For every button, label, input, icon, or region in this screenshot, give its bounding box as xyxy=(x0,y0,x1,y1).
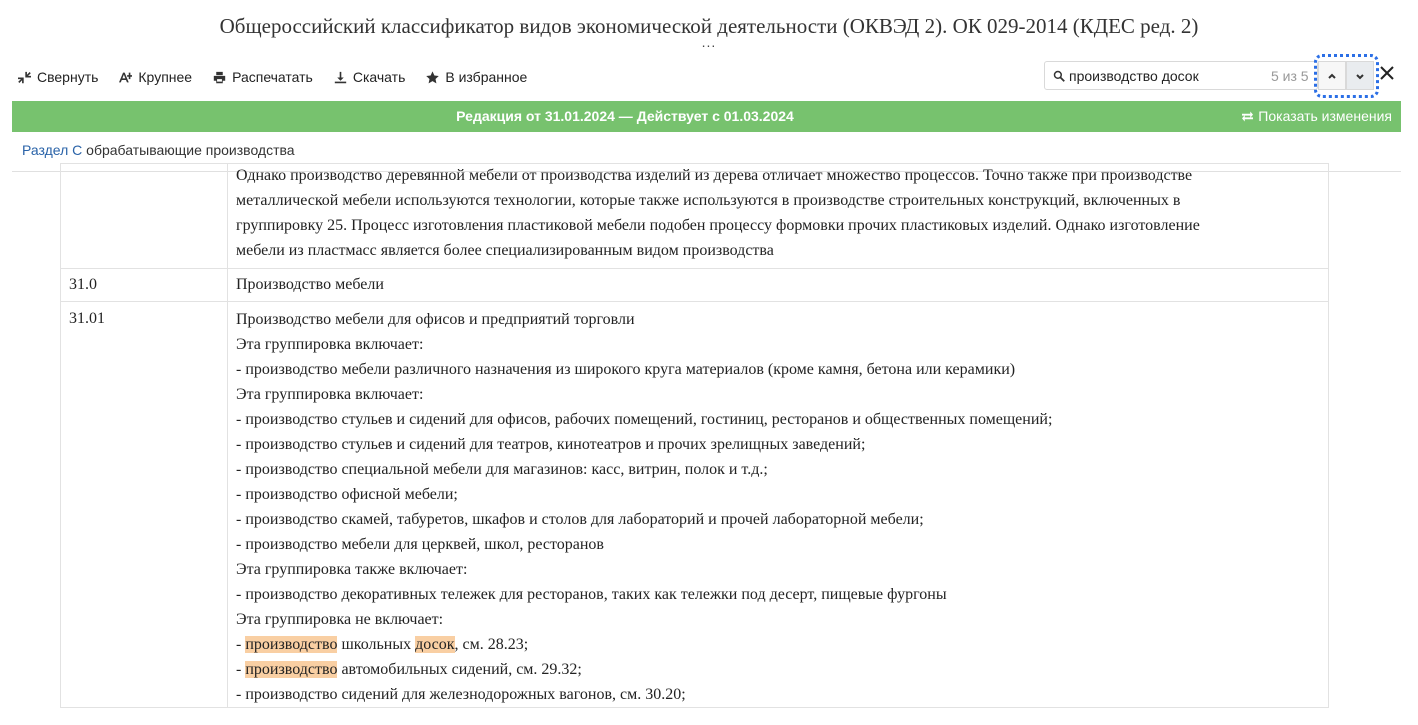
text-line: - производство сидений для железнодорожных вагонов, см. 30.20; xyxy=(236,686,686,703)
breadcrumb xyxy=(22,142,295,158)
breadcrumb-section-name: обрабатывающие производства xyxy=(86,142,295,158)
search-highlight: производство xyxy=(245,636,338,653)
text-line: Эта группировка включает: xyxy=(236,386,424,403)
line-suffix: , см. 28.23; xyxy=(454,636,529,653)
collapse-arrows-icon xyxy=(18,71,31,84)
print-label: Распечатать xyxy=(232,69,313,85)
text-line: - производство скамей, табуретов, шкафов и столов для лабораторий и прочей лабораторной мебели; xyxy=(236,511,924,528)
line-suffix: автомобильных сидений, см. 29.32; xyxy=(337,661,582,678)
table-row xyxy=(61,269,1329,302)
text-line: - производство декоративных тележек для ресторанов, таких как тележки под десерт, пищевые фургоны xyxy=(236,586,947,603)
search-highlight: производство xyxy=(245,661,338,678)
search-icon xyxy=(1053,70,1065,82)
download-button[interactable] xyxy=(334,69,406,85)
search-result-count: 5 из 5 xyxy=(1271,68,1309,84)
favorites-button[interactable] xyxy=(426,69,527,85)
print-button[interactable] xyxy=(213,69,313,85)
font-size-icon xyxy=(119,71,132,84)
star-icon xyxy=(426,71,439,84)
show-changes-label: Показать изменения xyxy=(1258,108,1392,124)
text-line: - производство стульев и сидений для театров, кинотеатров и прочих зрелищных заведений; xyxy=(236,436,866,453)
line-prefix: - xyxy=(236,636,246,653)
highlighted-text-line xyxy=(236,632,1320,657)
search-prev-button[interactable] xyxy=(1318,61,1346,90)
code-cell xyxy=(61,164,228,269)
description-cell xyxy=(228,164,1329,269)
text-line: Однако производство деревянной мебели от производства изделий из дерева отличает множество процессов. Точно также при производстве xyxy=(236,167,1193,184)
download-label: Скачать xyxy=(352,69,406,85)
text-line: мебели из пластмасс является более специализированным видом производства xyxy=(236,242,774,259)
highlighted-text-line xyxy=(236,657,1320,682)
text-line: - производство офисной мебели; xyxy=(236,486,458,503)
edition-banner xyxy=(12,101,1401,132)
search-next-button[interactable] xyxy=(1346,61,1374,90)
search-input[interactable] xyxy=(1069,68,1249,84)
text-line: металлической мебели используются технологии, которые также используются в производстве строительных конструкций, включенных в xyxy=(236,192,1181,209)
chevron-down-icon xyxy=(1355,71,1365,81)
line-mid: школьных xyxy=(337,636,416,653)
breadcrumb-section-link[interactable]: Раздел C xyxy=(22,142,83,158)
table-row xyxy=(61,164,1329,269)
description-cell: Производство мебели xyxy=(228,269,1329,302)
text-line: - производство стульев и сидений для офисов, рабочих помещений, гостиниц, ресторанов и общественных помещений; xyxy=(236,411,1053,428)
search-highlight: досок xyxy=(415,636,455,653)
collapse-label: Свернуть xyxy=(37,69,99,85)
document-title: Общероссийский классификатор видов экономической деятельности (ОКВЭД 2). ОК 029-2014 (КДЕС ред. 2) xyxy=(219,14,1199,38)
table-row xyxy=(61,302,1329,708)
text-line: Эта группировка включает: xyxy=(236,336,424,353)
code-cell: 31.0 xyxy=(61,269,228,302)
download-icon xyxy=(334,71,347,84)
classifier-content xyxy=(60,163,1329,725)
text-line: - производство специальной мебели для магазинов: касс, витрин, полок и т.д.; xyxy=(236,461,768,478)
line-prefix: - xyxy=(236,661,246,678)
code-cell: 31.01 xyxy=(61,302,228,708)
search-close-button[interactable] xyxy=(1380,66,1396,82)
collapse-button[interactable] xyxy=(18,69,98,85)
swap-arrows-icon xyxy=(1242,111,1253,122)
close-icon xyxy=(1380,66,1394,80)
printer-icon xyxy=(213,71,226,84)
description-cell xyxy=(228,302,1329,708)
favorites-label: В избранное xyxy=(445,69,528,85)
text-line: Эта группировка не включает: xyxy=(236,611,444,628)
text-line: Эта группировка также включает: xyxy=(236,561,468,578)
edition-text: Редакция от 31.01.2024 — Действует с 01.03.2024 xyxy=(456,108,794,124)
document-toolbar xyxy=(18,66,548,88)
classifier-table xyxy=(60,163,1329,708)
chevron-up-icon xyxy=(1327,71,1337,81)
search-box xyxy=(1044,61,1318,90)
text-line: группировку 25. Процесс изготовления пластиковой мебели подобен процессу формовки прочих пластиковых изделий. Однако изготовление xyxy=(236,217,1200,234)
larger-font-button[interactable] xyxy=(119,69,192,85)
text-line: - производство мебели различного назначения из широкого круга материалов (кроме камня, бетона или керамики) xyxy=(236,361,1016,378)
show-changes-button[interactable] xyxy=(1242,108,1392,124)
title-expand-ellipsis[interactable]: ... xyxy=(701,34,717,50)
text-line: Производство мебели для офисов и предприятий торговли xyxy=(236,311,635,328)
text-line: - производство мебели для церквей, школ, ресторанов xyxy=(236,536,604,553)
larger-font-label: Крупнее xyxy=(138,69,193,85)
